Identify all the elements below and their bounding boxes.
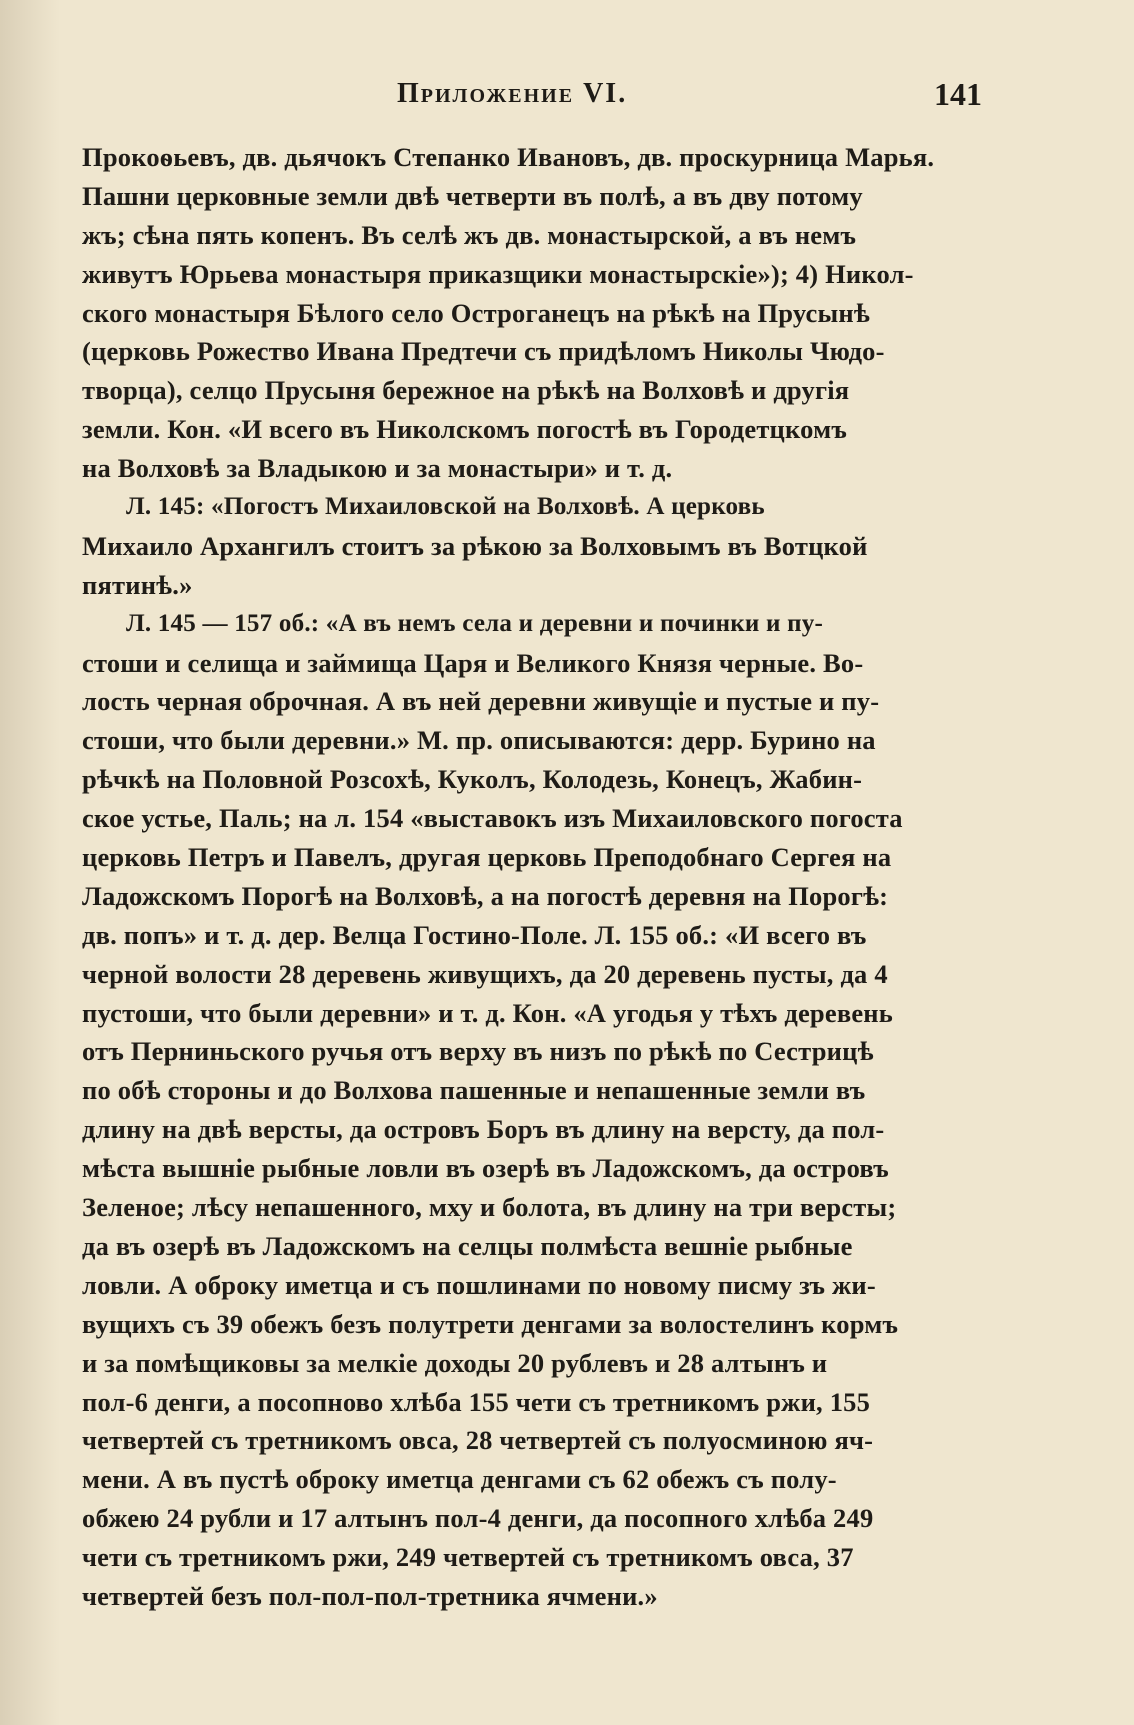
text-line: творца), селцо Прусыня бережное на рѣкѣ на Волховѣ и другія xyxy=(82,375,850,406)
text-line: живутъ Юрьева монастыря приказщики монастырскіе»); 4) Никол- xyxy=(82,258,914,289)
text-line: лость черная оброчная. А въ ней деревни живущіе и пустые и пу- xyxy=(82,686,880,717)
text-line: церковь Петръ и Павелъ, другая церковь Преподобнаго Сергея на xyxy=(82,842,892,873)
text-line: стоши, что были деревни.» М. пр. описываются: дерр. Бурино на xyxy=(82,725,876,756)
text-line: дв. попъ» и т. д. дер. Велца Гостино-Поле. Л. 155 об.: «И всего въ xyxy=(82,919,867,950)
text-line: обжею 24 рубли и 17 алтынъ пол-4 денги, да посопного хлѣба 249 xyxy=(82,1503,874,1534)
text-line: Пашни церковные земли двѣ четверти въ полѣ, а въ дву потому xyxy=(82,180,863,211)
text-line: Ладожскомъ Порогѣ на Волховѣ, а на погостѣ деревня на Порогѣ: xyxy=(82,880,889,911)
running-header xyxy=(82,78,982,118)
text-line: Л. 145: «Погостъ Михаиловской на Волховѣ. А церковь xyxy=(126,493,765,521)
paragraph xyxy=(82,138,982,488)
text-line: мѣста вышніе рыбные ловли въ озерѣ въ Ладожскомъ, да островъ xyxy=(82,1153,889,1184)
paragraph xyxy=(82,488,982,605)
text-line: четвертей съ третникомъ овса, 28 четвертей съ полуосминою яч- xyxy=(82,1425,874,1456)
text-line: мени. А въ пустѣ оброку иметца денгами съ 62 обежъ съ полу- xyxy=(82,1464,837,1495)
running-title: Приложение VI. xyxy=(397,78,628,109)
text-line: Прокоѳьевъ, дв. дьячокъ Степанко Ивановъ, дв. проскурница Марья. xyxy=(82,142,935,172)
text-line: ловли. А оброку иметца и съ пошлинами по новому писму зъ жи- xyxy=(82,1269,876,1300)
text-line: четвертей безъ пол-пол-пол-третника ячмени.» xyxy=(82,1580,658,1611)
paragraph xyxy=(82,605,982,1616)
text-line: по обѣ стороны и до Волхова пашенные и непашенные земли въ xyxy=(82,1075,866,1106)
text-line: длину на двѣ версты, да островъ Боръ въ длину на версту, да пол- xyxy=(82,1114,885,1145)
text-line: Зеленое; лѣсу непашенного, мху и болота, въ длину на три версты; xyxy=(82,1192,897,1223)
text-line: пустоши, что были деревни» и т. д. Кон. «А угодья у тѣхъ деревень xyxy=(82,997,893,1028)
text-line: на Волховѣ за Владыкою и за монастыри» и т. д. xyxy=(82,453,673,484)
text-line: отъ Перниньского ручья отъ верху въ низъ по рѣкѣ по Сестрицѣ xyxy=(82,1036,874,1067)
text-line: чети съ третникомъ ржи, 249 четвертей съ третникомъ овса, 37 xyxy=(82,1542,854,1573)
text-line: стоши и селища и займища Царя и Великого Князя черные. Во- xyxy=(82,647,864,678)
text-line: вущихъ съ 39 обежъ безъ полутрети денгами за волостелинъ кормъ xyxy=(82,1308,899,1339)
text-line: и за помѣщиковы за мелкіе доходы 20 рублевъ и 28 алтынъ и xyxy=(82,1347,828,1378)
text-line: да въ озерѣ въ Ладожскомъ на селцы полмѣста вешніе рыбные xyxy=(82,1230,853,1261)
text-line: рѣчкѣ на Половной Розсохѣ, Куколъ, Колодезь, Конецъ, Жабин- xyxy=(82,764,863,795)
text-line: жъ; сѣна пять копенъ. Въ селѣ жъ дв. монастырской, а въ немъ xyxy=(82,219,857,250)
page-number: 141 xyxy=(934,76,982,112)
text-line: пятинѣ.» xyxy=(82,569,193,600)
text-line: земли. Кон. «И всего въ Николскомъ погостѣ въ Городетцкомъ xyxy=(82,414,847,445)
text-line: пол-6 денги, а посопново хлѣба 155 чети съ третникомъ ржи, 155 xyxy=(82,1386,871,1417)
text-line: ское устье, Паль; на л. 154 «выставокъ изъ Михаиловского погоста xyxy=(82,803,903,834)
text-line: ского монастыря Бѣлого село Остроганецъ на рѣкѣ на Прусынѣ xyxy=(82,297,870,328)
text-line: Михаило Архангилъ стоитъ за рѣкою за Волховымъ въ Вотцкой xyxy=(82,530,868,561)
text-line: (церковь Рожество Ивана Предтечи съ придѣломъ Николы Чюдо- xyxy=(82,336,885,367)
body-text xyxy=(82,138,982,1616)
text-line: черной волости 28 деревень живущихъ, да 20 деревень пусты, да 4 xyxy=(82,958,888,989)
text-line: Л. 145 — 157 об.: «А въ немъ села и деревни и починки и пу- xyxy=(126,609,824,637)
